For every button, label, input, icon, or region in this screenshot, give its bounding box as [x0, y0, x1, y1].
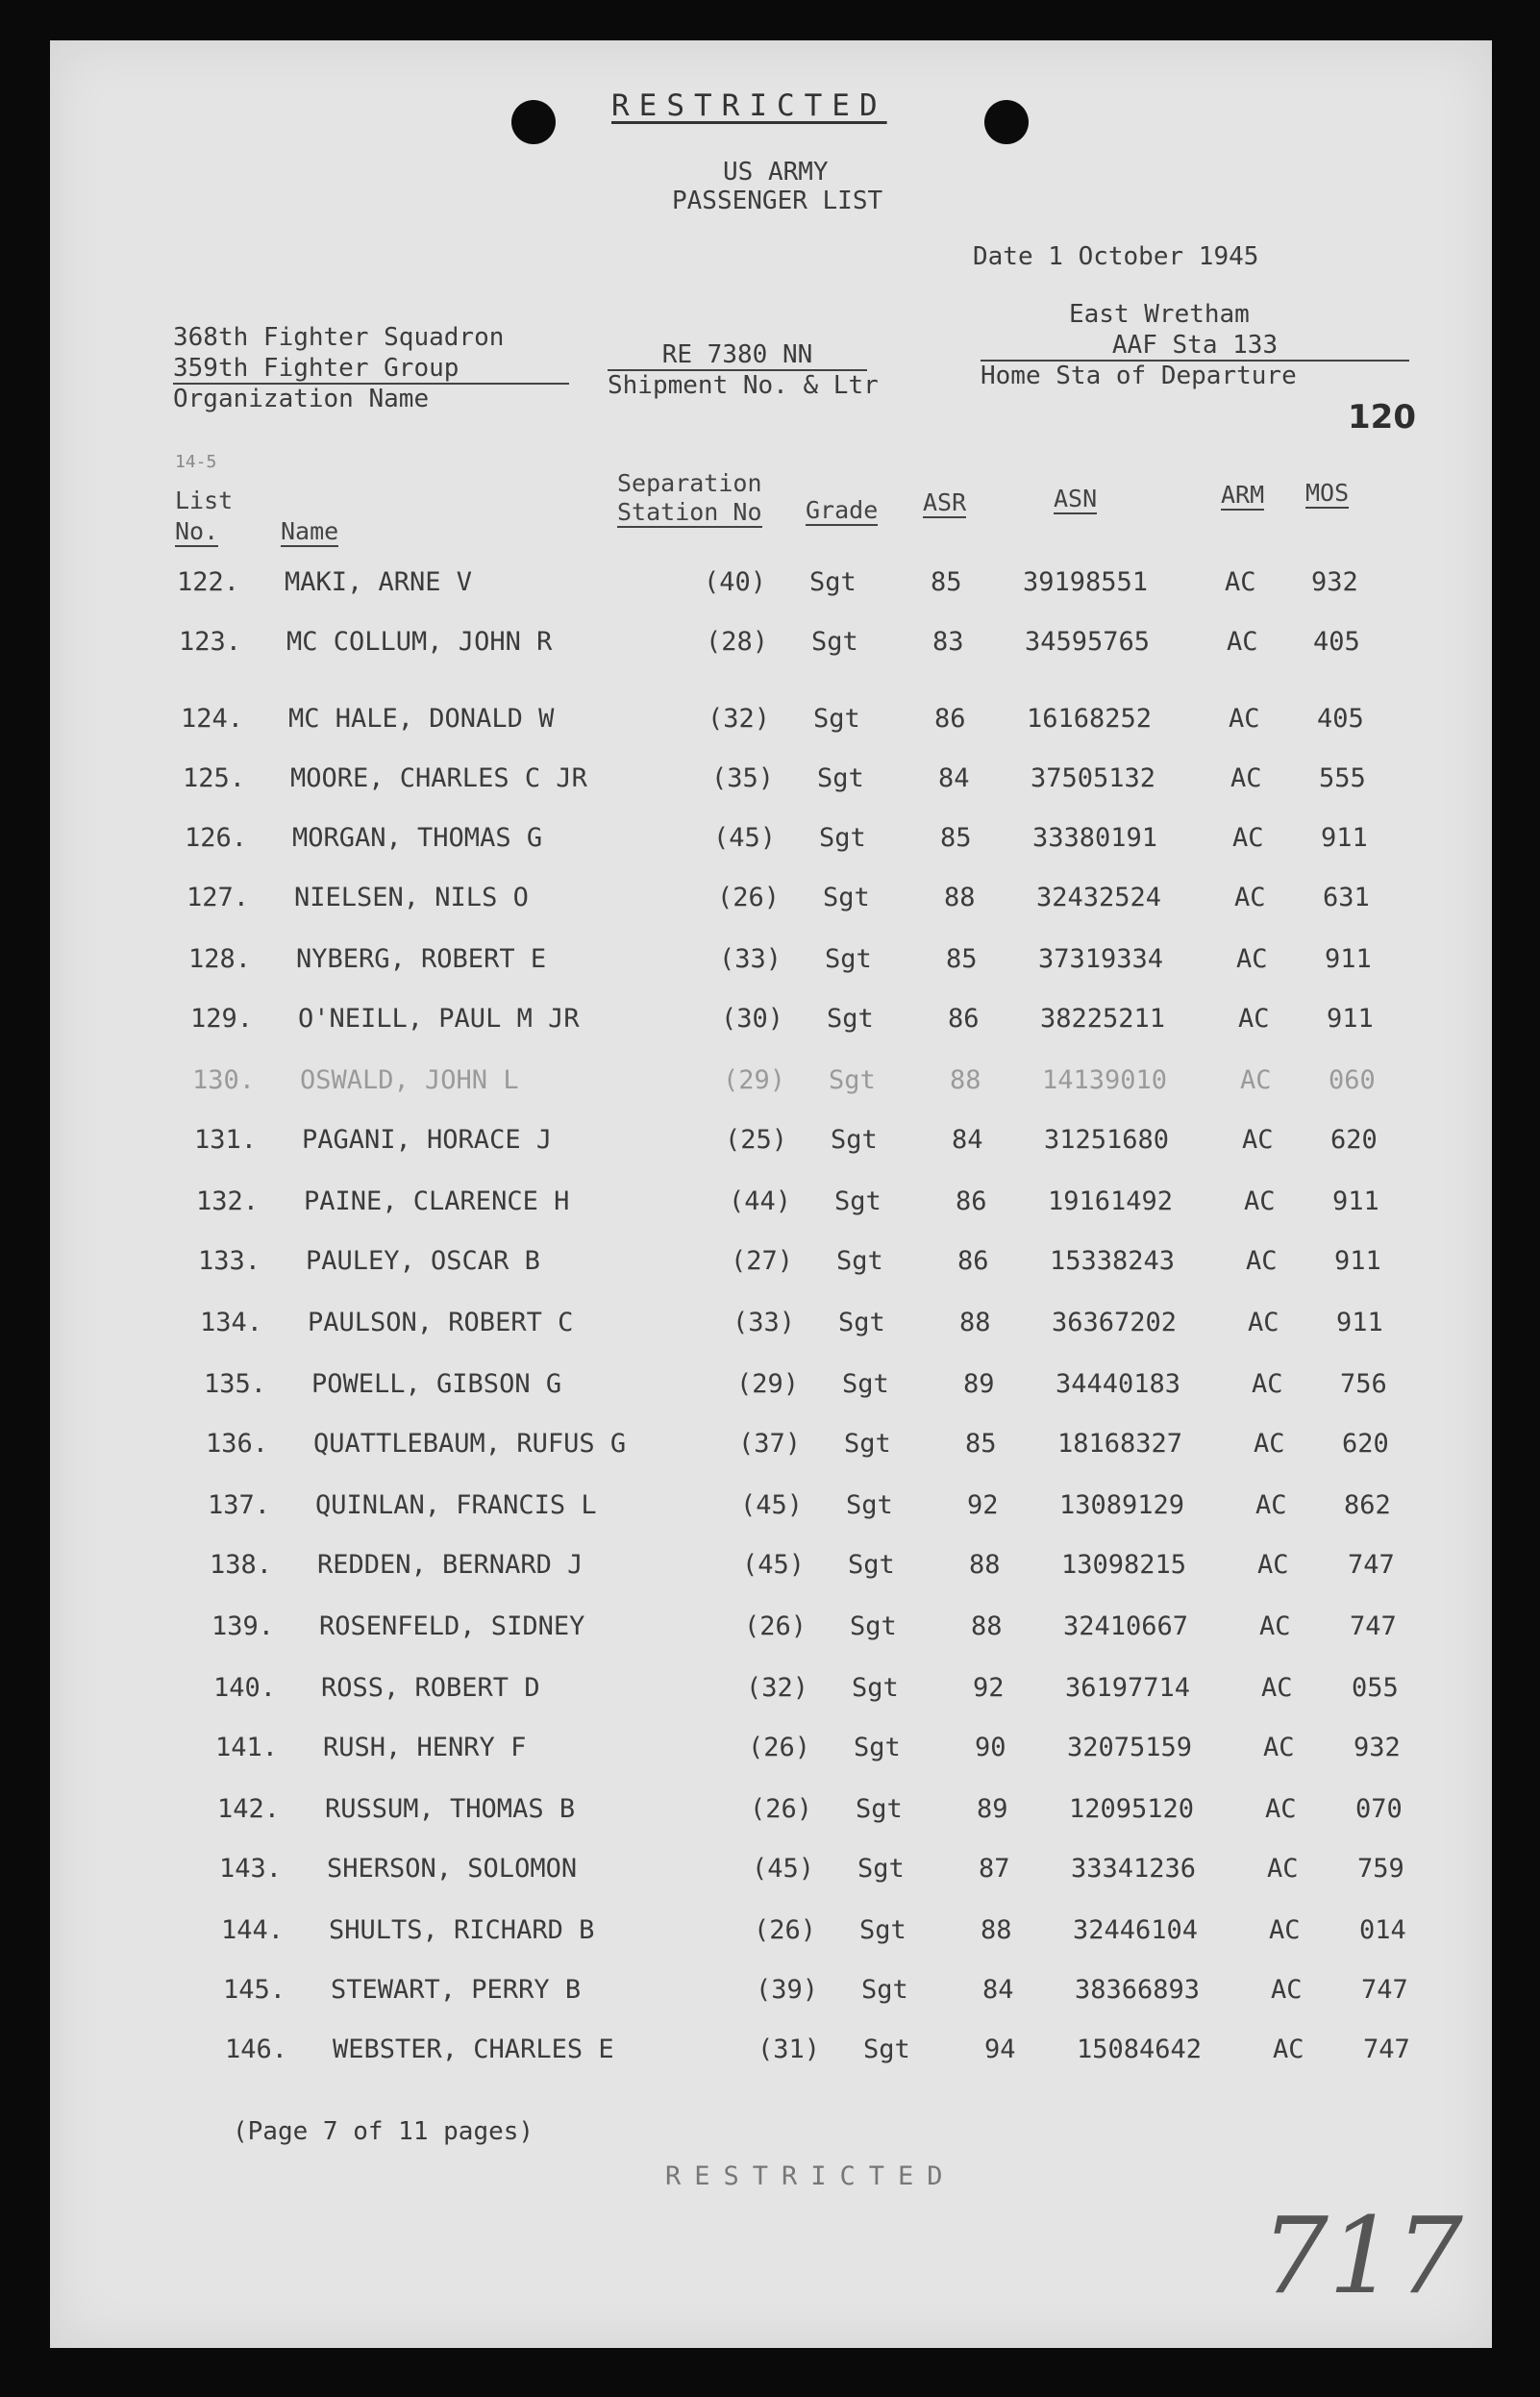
- cell-list-no: 133.: [198, 1246, 261, 1276]
- cell-name: NIELSEN, NILS O: [294, 883, 529, 912]
- cell-asr: 88: [950, 1065, 981, 1095]
- cell-list-no: 142.: [217, 1794, 281, 1824]
- table-row: [50, 1429, 1492, 1477]
- cell-mos: 911: [1336, 1308, 1383, 1337]
- cell-separation: (45): [742, 1550, 806, 1580]
- cell-asr: 83: [932, 627, 964, 657]
- cell-separation: (26): [750, 1794, 813, 1824]
- cell-list-no: 136.: [206, 1429, 269, 1459]
- cell-asr: 85: [965, 1429, 997, 1459]
- punch-hole-left: [511, 100, 556, 144]
- cell-name: POWELL, GIBSON G: [311, 1369, 562, 1399]
- cell-arm: AC: [1244, 1186, 1276, 1216]
- cell-arm: AC: [1259, 1611, 1291, 1641]
- cell-grade: Sgt: [848, 1550, 895, 1580]
- cell-name: PAGANI, HORACE J: [302, 1125, 553, 1155]
- cell-list-no: 145.: [223, 1975, 286, 2005]
- org-line-2: 359th Fighter Group: [173, 354, 569, 385]
- cell-grade: Sgt: [831, 1125, 878, 1155]
- cell-grade: Sgt: [854, 1733, 901, 1762]
- cell-asn: 37505132: [1031, 763, 1156, 793]
- cell-asr: 90: [975, 1733, 1006, 1762]
- cell-separation: (28): [706, 627, 769, 657]
- col-asr: ASR: [923, 488, 967, 516]
- cell-asr: 85: [931, 567, 962, 597]
- cell-mos: 405: [1313, 627, 1360, 657]
- cell-name: RUSSUM, THOMAS B: [325, 1794, 576, 1824]
- cell-asn: 13098215: [1061, 1550, 1187, 1580]
- cell-separation: (33): [719, 944, 782, 974]
- cell-asn: 15338243: [1050, 1246, 1176, 1276]
- cell-asn: 19161492: [1048, 1186, 1174, 1216]
- cell-arm: AC: [1261, 1673, 1293, 1703]
- page-count: (Page 7 of 11 pages): [233, 2117, 534, 2146]
- cell-list-no: 144.: [221, 1915, 285, 1945]
- shipment-number: RE 7380 NN: [608, 340, 867, 371]
- org-line-1: 368th Fighter Squadron: [173, 323, 505, 352]
- cell-arm: AC: [1232, 823, 1264, 853]
- cell-list-no: 146.: [225, 2035, 288, 2064]
- cell-grade: Sgt: [813, 704, 860, 734]
- cell-mos: 070: [1355, 1794, 1403, 1824]
- cell-mos: 756: [1340, 1369, 1387, 1399]
- cell-separation: (26): [748, 1733, 811, 1762]
- cell-list-no: 130.: [192, 1065, 256, 1095]
- cell-separation: (40): [704, 567, 767, 597]
- cell-separation: (45): [740, 1490, 804, 1520]
- table-row: [50, 1246, 1492, 1294]
- cell-name: PAULEY, OSCAR B: [306, 1246, 540, 1276]
- cell-mos: 911: [1327, 1004, 1374, 1034]
- table-row: [50, 1125, 1492, 1173]
- cell-name: REDDEN, BERNARD J: [317, 1550, 584, 1580]
- cell-separation: (44): [729, 1186, 792, 1216]
- table-row: [50, 1611, 1492, 1660]
- cell-grade: Sgt: [836, 1246, 883, 1276]
- cell-grade: Sgt: [856, 1794, 903, 1824]
- cell-separation: (45): [752, 1854, 815, 1884]
- cell-separation: (27): [731, 1246, 794, 1276]
- table-row: [50, 704, 1492, 752]
- cell-asn: 32446104: [1073, 1915, 1199, 1945]
- cell-separation: (26): [754, 1915, 817, 1945]
- table-row: [50, 823, 1492, 871]
- table-row: [50, 567, 1492, 615]
- cell-name: QUATTLEBAUM, RUFUS G: [313, 1429, 627, 1459]
- cell-asr: 86: [948, 1004, 980, 1034]
- cell-name: PAULSON, ROBERT C: [308, 1308, 574, 1337]
- cell-mos: 862: [1344, 1490, 1391, 1520]
- cell-mos: 060: [1329, 1065, 1376, 1095]
- cell-arm: AC: [1229, 704, 1260, 734]
- cell-list-no: 134.: [200, 1308, 263, 1337]
- cell-grade: Sgt: [829, 1065, 876, 1095]
- col-list-no-a: List: [175, 487, 234, 514]
- cell-asr: 89: [963, 1369, 995, 1399]
- cell-list-no: 131.: [194, 1125, 258, 1155]
- cell-mos: 911: [1334, 1246, 1381, 1276]
- cell-arm: AC: [1240, 1065, 1272, 1095]
- cell-grade: Sgt: [827, 1004, 874, 1034]
- punch-hole-right: [984, 100, 1029, 144]
- cell-name: MC COLLUM, JOHN R: [286, 627, 553, 657]
- cell-grade: Sgt: [861, 1975, 908, 2005]
- cell-list-no: 124.: [181, 704, 244, 734]
- table-row: [50, 1308, 1492, 1356]
- cell-asn: 32410667: [1063, 1611, 1189, 1641]
- cell-mos: 747: [1350, 1611, 1397, 1641]
- table-row: [50, 944, 1492, 992]
- cell-mos: 759: [1357, 1854, 1404, 1884]
- cell-separation: (35): [711, 763, 775, 793]
- cell-list-no: 137.: [208, 1490, 271, 1520]
- cell-separation: (32): [746, 1673, 809, 1703]
- cell-separation: (25): [725, 1125, 788, 1155]
- cell-asn: 38366893: [1075, 1975, 1201, 2005]
- home-station-label: Home Sta of Departure: [981, 362, 1297, 390]
- table-row: [50, 2035, 1492, 2083]
- cell-asn: 15084642: [1077, 2035, 1203, 2064]
- cell-list-no: 128.: [188, 944, 252, 974]
- cell-grade: Sgt: [842, 1369, 889, 1399]
- cell-list-no: 122.: [177, 567, 240, 597]
- cell-name: MORGAN, THOMAS G: [292, 823, 543, 853]
- document-date: Date 1 October 1945: [973, 242, 1259, 271]
- shipment-label: Shipment No. & Ltr: [608, 371, 879, 400]
- cell-grade: Sgt: [850, 1611, 897, 1641]
- cell-grade: Sgt: [859, 1915, 907, 1945]
- cell-grade: Sgt: [834, 1186, 882, 1216]
- cell-name: STEWART, PERRY B: [331, 1975, 582, 2005]
- cell-asn: 12095120: [1069, 1794, 1195, 1824]
- cell-arm: AC: [1269, 1915, 1301, 1945]
- table-row: [50, 1186, 1492, 1235]
- cell-grade: Sgt: [857, 1854, 905, 1884]
- document-page: [50, 40, 1492, 2348]
- cell-separation: (31): [758, 2035, 821, 2064]
- cell-asn: 32075159: [1067, 1733, 1193, 1762]
- cell-name: MC HALE, DONALD W: [288, 704, 555, 734]
- cell-mos: 747: [1348, 1550, 1395, 1580]
- cell-asn: 16168252: [1027, 704, 1153, 734]
- cell-asn: 38225211: [1040, 1004, 1166, 1034]
- table-row: [50, 1490, 1492, 1538]
- cell-list-no: 143.: [219, 1854, 283, 1884]
- home-station-line-2: AAF Sta 133: [981, 331, 1409, 362]
- cell-asr: 88: [971, 1611, 1003, 1641]
- cell-arm: AC: [1263, 1733, 1295, 1762]
- cell-name: PAINE, CLARENCE H: [304, 1186, 570, 1216]
- cell-asn: 31251680: [1044, 1125, 1170, 1155]
- cell-arm: AC: [1265, 1794, 1297, 1824]
- cell-list-no: 127.: [186, 883, 250, 912]
- table-row: [50, 883, 1492, 931]
- table-row: [50, 1065, 1492, 1113]
- cell-arm: AC: [1267, 1854, 1299, 1884]
- table-row: [50, 1975, 1492, 2023]
- cell-separation: (32): [708, 704, 771, 734]
- cell-mos: 620: [1342, 1429, 1389, 1459]
- cell-asr: 88: [944, 883, 976, 912]
- cell-grade: Sgt: [825, 944, 872, 974]
- cell-mos: 055: [1352, 1673, 1399, 1703]
- cell-asn: 39198551: [1023, 567, 1149, 597]
- col-asn: ASN: [1054, 485, 1098, 512]
- cell-grade: Sgt: [852, 1673, 899, 1703]
- cell-asr: 88: [981, 1915, 1012, 1945]
- cell-arm: AC: [1225, 567, 1256, 597]
- cell-arm: AC: [1238, 1004, 1270, 1034]
- cell-asr: 87: [979, 1854, 1010, 1884]
- col-separation-a: Separation: [617, 469, 762, 497]
- col-separation-b: Station No: [617, 498, 762, 526]
- cell-separation: (45): [713, 823, 777, 853]
- cell-mos: 911: [1325, 944, 1372, 974]
- cell-asr: 86: [956, 1186, 987, 1216]
- cell-separation: (29): [723, 1065, 786, 1095]
- cell-asn: 33380191: [1032, 823, 1158, 853]
- table-row: [50, 1733, 1492, 1781]
- cell-asn: 34440183: [1056, 1369, 1181, 1399]
- cell-name: O'NEILL, PAUL M JR: [298, 1004, 580, 1034]
- cell-arm: AC: [1234, 883, 1266, 912]
- cell-mos: 747: [1363, 2035, 1410, 2064]
- cell-separation: (26): [717, 883, 781, 912]
- table-row: [50, 1794, 1492, 1842]
- cell-name: OSWALD, JOHN L: [300, 1065, 519, 1095]
- cell-name: RUSH, HENRY F: [323, 1733, 527, 1762]
- cell-asr: 92: [973, 1673, 1005, 1703]
- cell-name: NYBERG, ROBERT E: [296, 944, 547, 974]
- cell-grade: Sgt: [863, 2035, 910, 2064]
- cell-list-no: 132.: [196, 1186, 260, 1216]
- document-title: PASSENGER LIST: [672, 187, 883, 215]
- col-mos: MOS: [1305, 479, 1350, 507]
- page-mark: 120: [1348, 398, 1416, 437]
- cell-mos: 911: [1321, 823, 1368, 853]
- cell-separation: (26): [744, 1611, 807, 1641]
- table-row: [50, 1369, 1492, 1417]
- cell-name: ROSENFELD, SIDNEY: [319, 1611, 585, 1641]
- table-row: [50, 627, 1492, 675]
- cell-list-no: 139.: [211, 1611, 275, 1641]
- cell-list-no: 123.: [179, 627, 242, 657]
- cell-asr: 84: [982, 1975, 1014, 2005]
- table-row: [50, 1550, 1492, 1598]
- cell-arm: AC: [1257, 1550, 1289, 1580]
- cell-list-no: 135.: [204, 1369, 267, 1399]
- agency-name: US ARMY: [723, 158, 829, 187]
- handwritten-number: 717: [1261, 2194, 1463, 2317]
- cell-list-no: 141.: [215, 1733, 279, 1762]
- cell-list-no: 138.: [210, 1550, 273, 1580]
- col-grade: Grade: [806, 496, 879, 524]
- classification-top: RESTRICTED: [611, 88, 887, 123]
- cell-mos: 932: [1354, 1733, 1401, 1762]
- cell-list-no: 125.: [183, 763, 246, 793]
- cell-name: MOORE, CHARLES C JR: [290, 763, 587, 793]
- cell-arm: AC: [1254, 1429, 1285, 1459]
- cell-name: WEBSTER, CHARLES E: [333, 2035, 614, 2064]
- cell-mos: 747: [1361, 1975, 1408, 2005]
- cell-arm: AC: [1246, 1246, 1278, 1276]
- cell-separation: (30): [721, 1004, 784, 1034]
- cell-arm: AC: [1236, 944, 1268, 974]
- cell-asn: 18168327: [1057, 1429, 1183, 1459]
- cell-mos: 911: [1332, 1186, 1379, 1216]
- cell-asn: 14139010: [1042, 1065, 1168, 1095]
- cell-asr: 88: [969, 1550, 1001, 1580]
- cell-grade: Sgt: [811, 627, 858, 657]
- table-row: [50, 763, 1492, 811]
- cell-list-no: 126.: [185, 823, 248, 853]
- cell-arm: AC: [1273, 2035, 1304, 2064]
- cell-asr: 94: [984, 2035, 1016, 2064]
- classification-bottom: RESTRICTED: [665, 2161, 956, 2191]
- cell-separation: (29): [736, 1369, 800, 1399]
- cell-asn: 33341236: [1071, 1854, 1197, 1884]
- col-arm: ARM: [1221, 481, 1265, 509]
- cell-asn: 36197714: [1065, 1673, 1191, 1703]
- table-row: [50, 1854, 1492, 1902]
- cell-name: QUINLAN, FRANCIS L: [315, 1490, 597, 1520]
- cell-asn: 37319334: [1038, 944, 1164, 974]
- cell-separation: (33): [733, 1308, 796, 1337]
- cell-separation: (39): [756, 1975, 819, 2005]
- cell-grade: Sgt: [819, 823, 866, 853]
- cell-grade: Sgt: [846, 1490, 893, 1520]
- cell-arm: AC: [1255, 1490, 1287, 1520]
- cell-asr: 92: [967, 1490, 999, 1520]
- col-name: Name: [281, 517, 339, 545]
- table-row: [50, 1915, 1492, 1963]
- cell-asn: 34595765: [1025, 627, 1151, 657]
- cell-separation: (37): [738, 1429, 802, 1459]
- cell-asr: 89: [977, 1794, 1008, 1824]
- cell-asn: 36367202: [1052, 1308, 1178, 1337]
- cell-list-no: 140.: [213, 1673, 277, 1703]
- cell-asr: 85: [946, 944, 978, 974]
- cell-name: MAKI, ARNE V: [285, 567, 473, 597]
- cell-name: SHULTS, RICHARD B: [329, 1915, 595, 1945]
- cell-asr: 84: [952, 1125, 983, 1155]
- cell-mos: 555: [1319, 763, 1366, 793]
- cell-asr: 85: [940, 823, 972, 853]
- cell-asr: 84: [938, 763, 970, 793]
- cell-list-no: 129.: [190, 1004, 254, 1034]
- cell-arm: AC: [1271, 1975, 1303, 2005]
- cell-arm: AC: [1230, 763, 1262, 793]
- cell-asr: 88: [959, 1308, 991, 1337]
- cell-arm: AC: [1227, 627, 1258, 657]
- cell-mos: 405: [1317, 704, 1364, 734]
- cell-mos: 631: [1323, 883, 1370, 912]
- cell-grade: Sgt: [844, 1429, 891, 1459]
- cell-grade: Sgt: [817, 763, 864, 793]
- table-row: [50, 1004, 1492, 1052]
- list-annotation: 14-5: [175, 452, 217, 472]
- cell-asn: 32432524: [1036, 883, 1162, 912]
- cell-grade: Sgt: [823, 883, 870, 912]
- cell-asr: 86: [957, 1246, 989, 1276]
- cell-name: ROSS, ROBERT D: [321, 1673, 540, 1703]
- col-list-no-b: No.: [175, 517, 219, 545]
- cell-arm: AC: [1248, 1308, 1279, 1337]
- cell-name: SHERSON, SOLOMON: [327, 1854, 578, 1884]
- cell-asr: 86: [934, 704, 966, 734]
- cell-mos: 932: [1311, 567, 1358, 597]
- cell-mos: 620: [1330, 1125, 1378, 1155]
- cell-grade: Sgt: [809, 567, 857, 597]
- cell-arm: AC: [1252, 1369, 1283, 1399]
- table-row: [50, 1673, 1492, 1721]
- cell-arm: AC: [1242, 1125, 1274, 1155]
- home-station-line-1: East Wretham: [1069, 300, 1250, 329]
- cell-grade: Sgt: [838, 1308, 885, 1337]
- org-label: Organization Name: [173, 385, 430, 413]
- cell-asn: 13089129: [1059, 1490, 1185, 1520]
- cell-mos: 014: [1359, 1915, 1406, 1945]
